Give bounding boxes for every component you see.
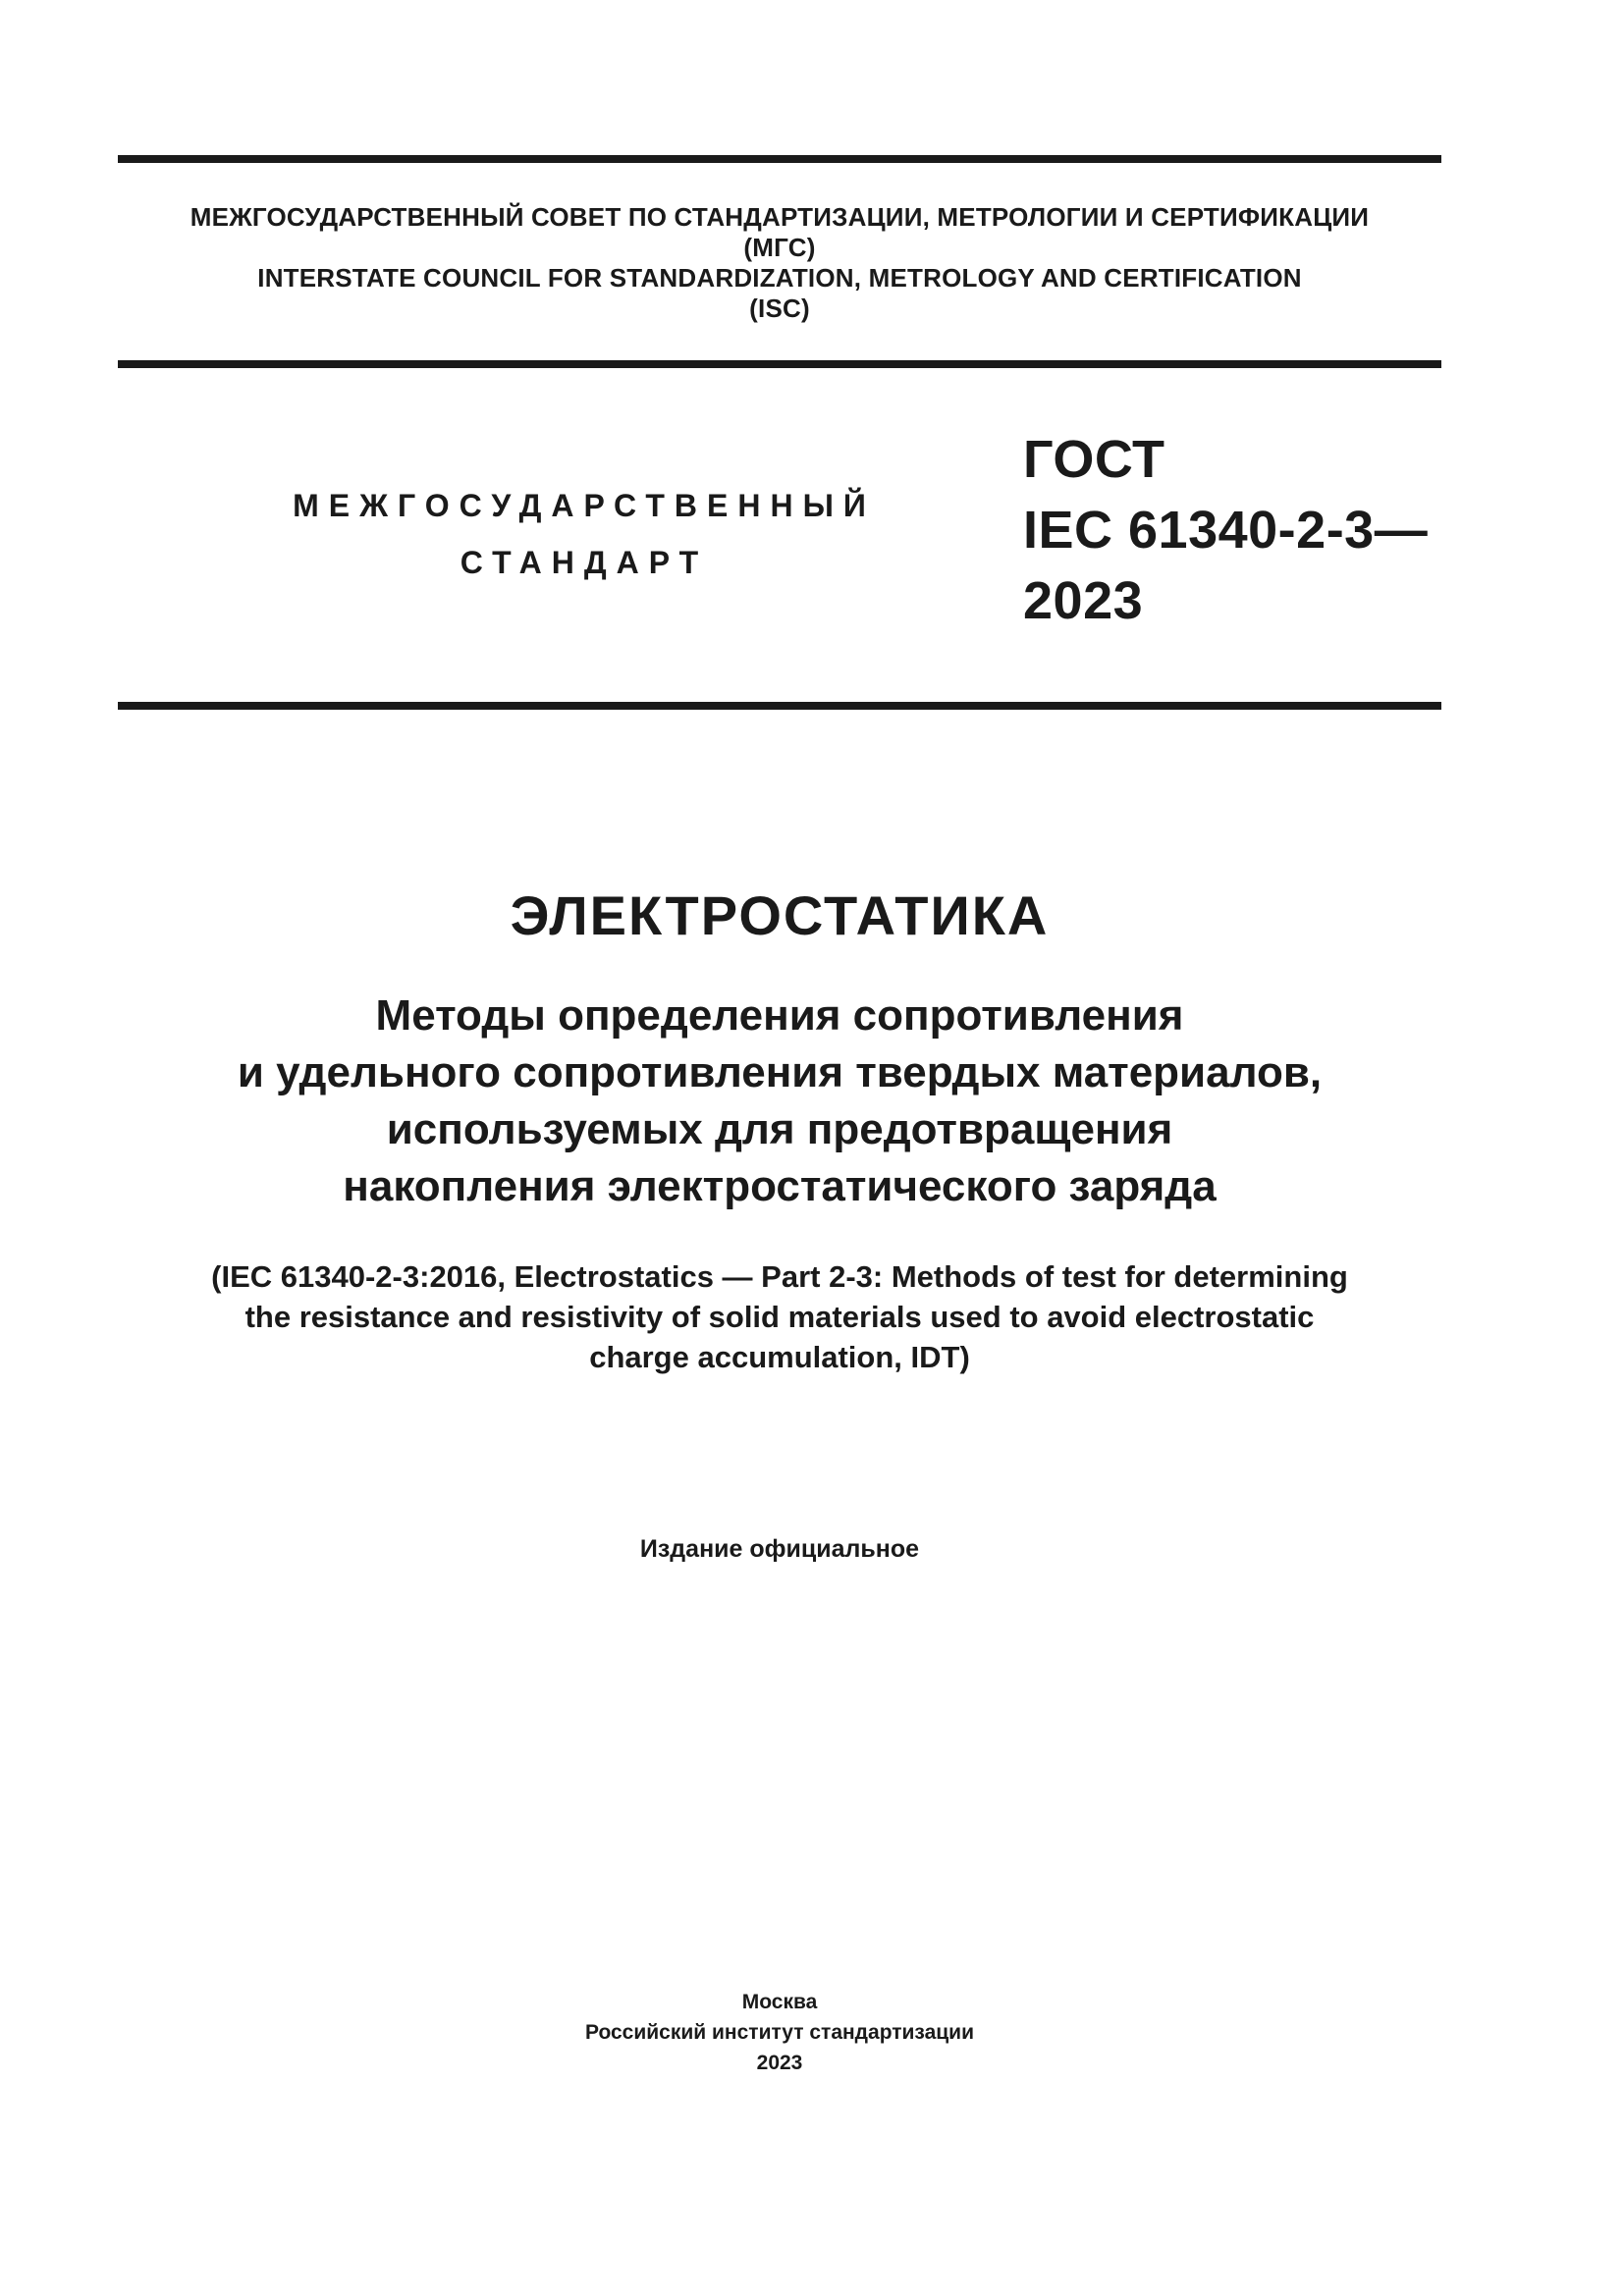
council-name-ru: МЕЖГОСУДАРСТВЕННЫЙ СОВЕТ ПО СТАНДАРТИЗАЦИИ, МЕТРОЛОГИИ И СЕРТИФИКАЦИИ [189,202,1370,232]
iec-reference [118,1256,1441,1377]
lower-divider [118,702,1441,710]
council-abbr-ru: (МГС) [743,233,816,262]
middle-divider [118,360,1441,368]
document-subtitle [118,988,1441,1215]
iec-reference-line: charge accumulation, IDT) [589,1340,970,1374]
subtitle-line: используемых для предотвращения [386,1105,1173,1153]
standard-type-line2: СТАНДАРТ [460,545,709,580]
subtitle-line: накопления электростатического заряда [343,1162,1217,1210]
edition-note: Издание официальное [639,1535,920,1563]
iec-reference-line: the resistance and resistivity of solid materials used to avoid electrostatic [244,1300,1315,1334]
subtitle-line: Методы определения сопротивления [375,991,1184,1040]
council-header [118,202,1441,324]
gost-year: 2023 [1023,571,1144,630]
council-name-en: INTERSTATE COUNCIL FOR STANDARDIZATION, METROLOGY AND CERTIFICATION [257,263,1302,293]
standard-designation [1023,424,1428,636]
subtitle-line: и удельного сопротивления твердых материалов, [237,1048,1323,1096]
publisher-institute: Российский институт стандартизации [584,2021,975,2044]
gost-number: IEC 61340-2-3— [1023,501,1429,560]
council-abbr-en: (ISC) [749,294,810,323]
publisher-year: 2023 [756,2052,803,2074]
iec-reference-line: (IEC 61340-2-3:2016, Electrostatics — Part 2-3: Methods of test for determining [211,1259,1348,1294]
standard-type-line1: МЕЖГОСУДАРСТВЕННЫЙ [293,488,876,523]
publisher-city: Москва [741,1991,818,2013]
top-divider [118,155,1441,163]
publisher-block [118,1987,1441,2078]
gost-prefix: ГОСТ [1023,430,1165,489]
document-title: ЭЛЕКТРОСТАТИКА [510,884,1050,946]
standard-type-label [265,477,903,591]
